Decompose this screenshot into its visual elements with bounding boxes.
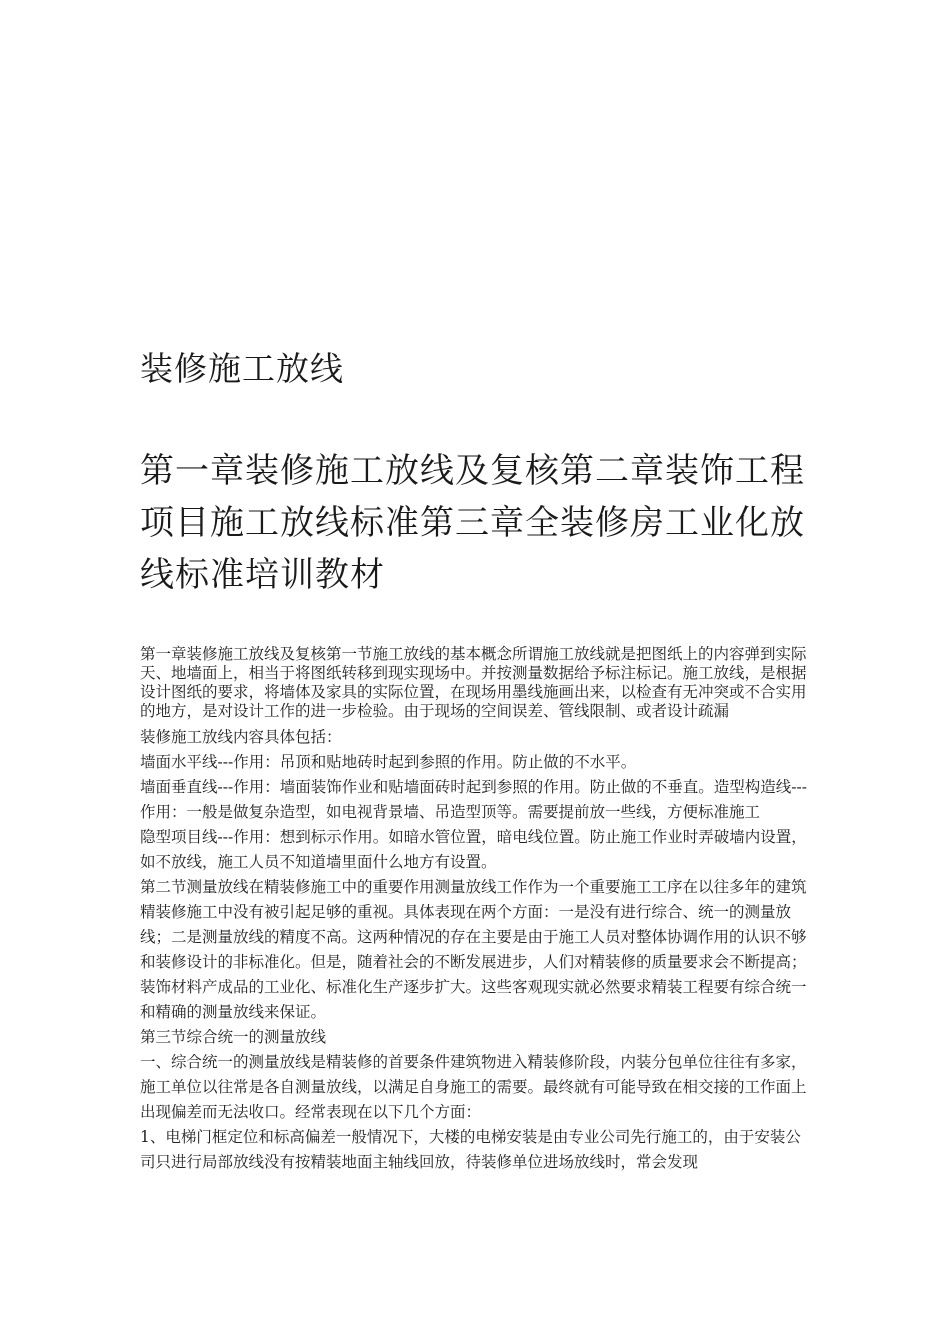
paragraph-vertical-line: 墙面垂直线---作用：墙面装饰作业和贴墙面砖时起到参照的作用。防止做的不垂直。造型构造线---作用：一般是做复杂造型，如电视背景墙、吊造型顶等。需要提前放一些线，方便标准施工 (140, 778, 807, 821)
document-subtitle: 第一章装修施工放线及复核第二章装饰工程项目施工放线标准第三章全装修房工业化放线标准培训教材 (140, 451, 805, 595)
paragraph-intro: 第一章装修施工放线及复核第一节施工放线的基本概念所谓施工放线就是把图纸上的内容弹到实际天、地墙面上，相当于将图纸转移到现实现场中。并按测量数据给予标注标记。施工放线，是根据设计图纸的要求，将墙体及家具的实际位置，在现场用墨线施画出来，以检查有无冲突或不合实用的地方，是对设计工作的进一步检验。由于现场的空间误差、管线限制、或者设计疏漏 (140, 645, 807, 720)
paragraph-section-two: 第二节测量放线在精装修施工中的重要作用测量放线工作作为一个重要施工工序在以往多年的建筑精装修施工中没有被引起足够的重视。具体表现在两个方面：一是没有进行综合、统一的测量放线；二是测量放线的精度不高。这两种情况的存在主要是由于施工人员对整体协调作用的认识不够和装修设计的非标准化。但是，随着社会的不断发展进步，人们对精装修的质量要求会不断提高；装饰材料产成品的工业化、标准化生产逐步扩大。这些客观现实就必然要求精装工程要有综合统一和精确的测量放线来保证。 (140, 878, 807, 1021)
paragraph-contents-heading: 装修施工放线内容具体包括： (140, 728, 342, 746)
paragraph-elevator-deviation: 1、电梯门框定位和标高偏差一般情况下，大楼的电梯安装是由专业公司先行施工的，由于安装公司只进行局部放线没有按精装地面主轴线回放，待装修单位进场放线时，常会发现 (140, 1128, 801, 1171)
paragraph-section-three-one: 一、综合统一的测量放线是精装修的首要条件建筑物进入精装修阶段，内装分包单位往往有多家，施工单位以往常是各自测量放线，以满足自身施工的需要。最终就有可能导致在相交接的工作面上出现偏差而无法收口。经常表现在以下几个方面： (140, 1053, 807, 1121)
document-body (140, 645, 812, 1175)
document-title: 装修施工放线 (140, 349, 344, 388)
paragraph-horizontal-line: 墙面水平线---作用：吊顶和贴地砖时起到参照的作用。防止做的不水平。 (140, 753, 637, 771)
section-three-heading: 第三节综合统一的测量放线 (140, 1028, 327, 1046)
paragraph-hidden-line: 隐型项目线---作用：想到标示作用。如暗水管位置，暗电线位置。防止施工作业时弄破墙内设置，如不放线，施工人员不知道墙里面什么地方有设置。 (140, 828, 807, 871)
